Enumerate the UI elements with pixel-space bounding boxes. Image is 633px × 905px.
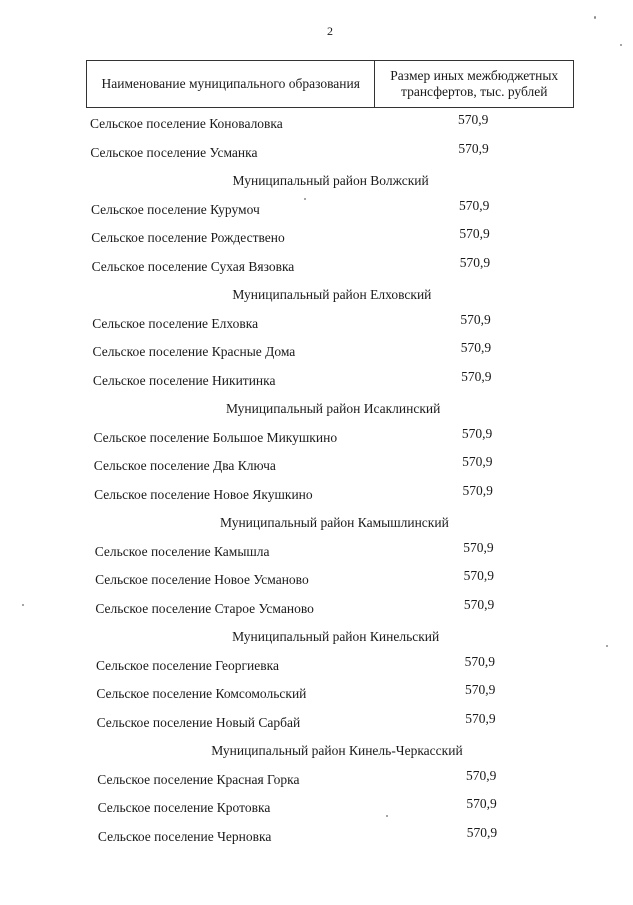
transfer-amount: 570,9 xyxy=(458,140,489,156)
settlement-name: Сельское поселение Новое Якушкино xyxy=(94,486,313,502)
settlement-row xyxy=(92,311,522,336)
settlement-row xyxy=(90,140,520,165)
settlement-row xyxy=(90,112,520,136)
transfer-amount: 570,9 xyxy=(461,425,493,441)
transfer-amount: 570,9 xyxy=(466,824,498,840)
transfer-amount: 570,9 xyxy=(464,653,495,669)
settlement-name: Сельское поселение Красная Горка xyxy=(97,771,300,787)
transfer-amount: 570,9 xyxy=(463,596,495,612)
page-number: 2 xyxy=(327,24,333,38)
district-heading: Муниципальный район Исаклинский xyxy=(225,401,441,416)
scan-speck xyxy=(594,16,596,19)
scan-speck xyxy=(304,198,306,200)
settlement-name: Сельское поселение Большое Микушкино xyxy=(93,429,338,445)
settlement-row xyxy=(97,767,527,792)
transfer-amount: 570,9 xyxy=(463,568,494,583)
settlement-row xyxy=(93,454,524,478)
settlement-name: Сельское поселение Елховка xyxy=(92,315,259,331)
district-heading: Муниципальный район Елховский xyxy=(232,287,432,302)
settlement-row xyxy=(96,682,526,706)
settlement-name: Сельское поселение Новое Усманово xyxy=(95,572,309,587)
transfer-amount: 570,9 xyxy=(460,311,491,327)
settlement-name: Сельское поселение Георгиевка xyxy=(96,657,279,673)
settlement-name: Сельское поселение Коноваловка xyxy=(90,116,283,131)
settlement-row xyxy=(92,368,523,393)
transfer-amount: 570,9 xyxy=(460,340,492,355)
settlement-name: Сельское поселение Черновка xyxy=(97,828,272,844)
settlement-row xyxy=(97,824,528,849)
settlement-name: Сельское поселение Красные Дома xyxy=(92,344,296,359)
district-heading: Муниципальный район Кинель-Черкасский xyxy=(211,743,463,758)
settlement-name: Сельское поселение Новый Сарбай xyxy=(96,714,301,730)
transfer-amount: 570,9 xyxy=(459,197,490,213)
settlement-name: Сельское поселение Никитинка xyxy=(92,372,276,388)
settlement-name: Сельское поселение Комсомольский xyxy=(96,686,307,701)
settlement-row xyxy=(95,596,525,621)
transfer-amount: 570,9 xyxy=(461,368,492,384)
scan-speck xyxy=(386,815,388,817)
header-municipality-name: Наименование муниципального образования xyxy=(87,61,375,108)
settlement-name: Сельское поселение Рождествено xyxy=(91,230,285,245)
transfer-amount: 570,9 xyxy=(464,682,496,697)
transfer-amount: 570,9 xyxy=(462,482,493,498)
settlement-row xyxy=(92,340,523,364)
transfer-amount: 570,9 xyxy=(466,767,497,783)
table-header xyxy=(86,60,574,108)
settlement-name: Сельское поселение Два Ключа xyxy=(93,458,276,473)
scan-speck xyxy=(22,604,24,606)
settlement-name: Сельское поселение Усманка xyxy=(90,144,258,160)
transfer-amount: 570,9 xyxy=(462,454,493,469)
transfer-amount: 570,9 xyxy=(459,226,490,241)
scan-speck xyxy=(606,645,608,647)
settlement-row xyxy=(96,653,526,678)
district-heading: Муниципальный район Волжский xyxy=(232,173,429,188)
transfer-amount: 570,9 xyxy=(459,254,491,270)
scan-speck xyxy=(620,44,622,46)
transfer-amount: 570,9 xyxy=(463,539,494,555)
settlement-name: Сельское поселение Курумоч xyxy=(90,201,260,217)
settlement-row xyxy=(93,425,523,450)
transfer-amount: 570,9 xyxy=(466,796,497,811)
settlement-name: Сельское поселение Старое Усманово xyxy=(95,600,314,616)
settlement-row xyxy=(95,568,525,592)
district-heading: Муниципальный район Камышлинский xyxy=(220,515,449,530)
settlement-row xyxy=(91,254,522,279)
settlement-row xyxy=(96,710,527,735)
settlement-row xyxy=(94,482,524,507)
header-transfer-amount: Размер иных межбюджетных трансфертов, тыс. рублей xyxy=(375,61,574,108)
settlement-row xyxy=(90,197,521,222)
transfer-amount: 570,9 xyxy=(458,112,489,127)
settlement-name: Сельское поселение Сухая Вязовка xyxy=(91,258,295,274)
settlement-name: Сельское поселение Кротовка xyxy=(97,800,271,815)
transfer-amount: 570,9 xyxy=(465,710,496,726)
settlement-name: Сельское поселение Камышла xyxy=(94,543,270,559)
settlement-row xyxy=(94,539,525,564)
settlement-row xyxy=(91,226,521,250)
district-heading: Муниципальный район Кинельский xyxy=(232,629,440,644)
settlement-row xyxy=(97,796,528,820)
